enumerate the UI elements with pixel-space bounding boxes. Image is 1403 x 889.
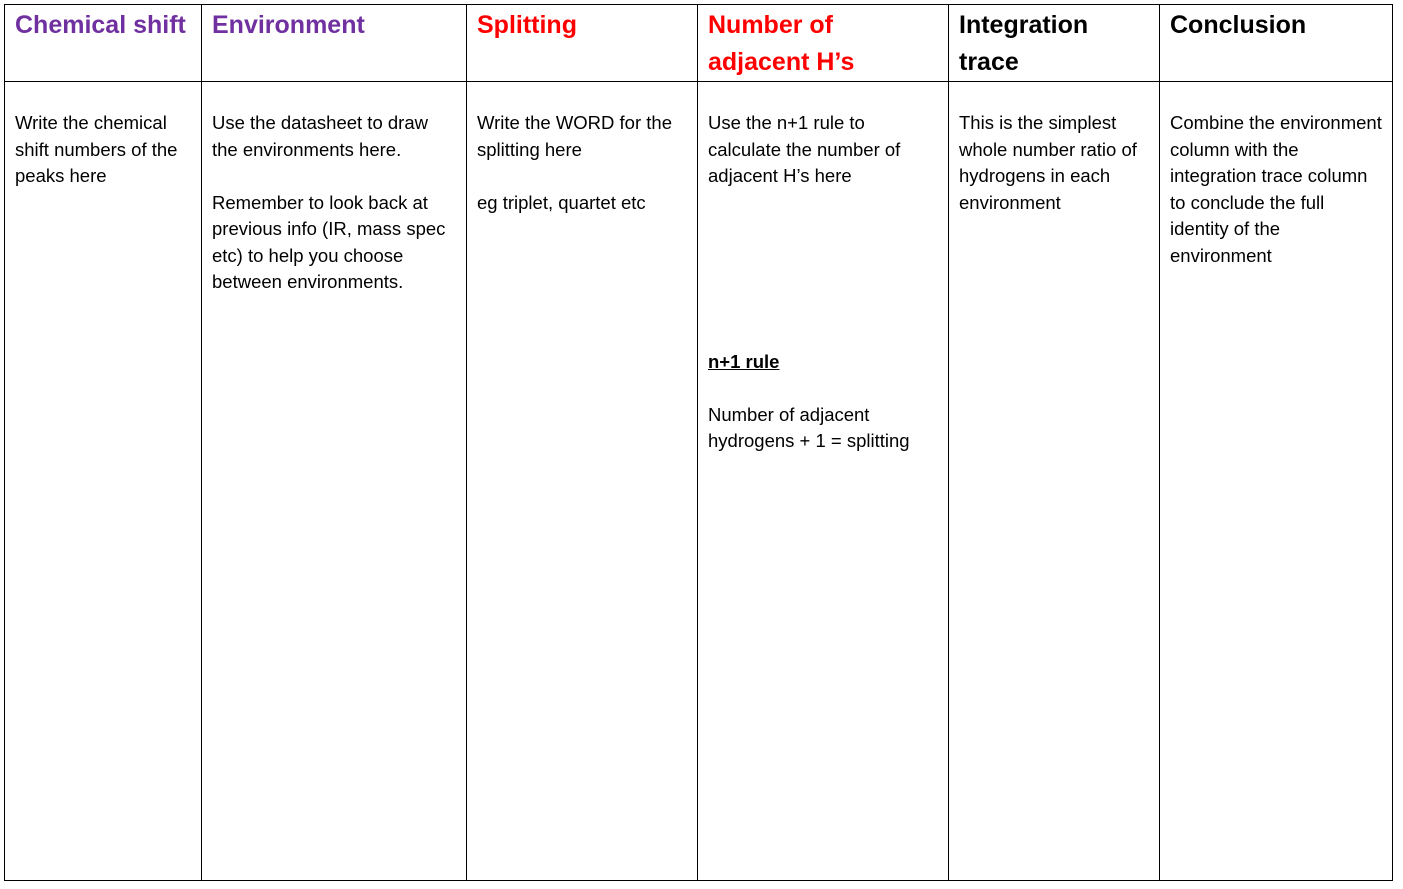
conclusion-instruction: Combine the environment column with the integration trace column to conclude the full identity of the environment: [1170, 112, 1382, 266]
cell-chemical-shift[interactable]: [5, 82, 202, 881]
header-environment: Environment: [202, 5, 467, 82]
header-adjacent-hydrogens: Number of adjacent H’s: [698, 5, 949, 82]
header-conclusion: Conclusion: [1160, 5, 1393, 82]
cell-integration-trace[interactable]: [949, 82, 1160, 881]
header-splitting: Splitting: [467, 5, 698, 82]
nmr-analysis-table: [4, 4, 1393, 881]
splitting-example: eg triplet, quartet etc: [477, 191, 646, 213]
splitting-instruction: Write the WORD for the splitting here: [477, 112, 672, 160]
cell-conclusion[interactable]: [1160, 82, 1393, 881]
header-chemical-shift: Chemical shift: [5, 5, 202, 82]
environment-instruction: Use the datasheet to draw the environments here.: [212, 112, 428, 160]
adjacent-instruction: Use the n+1 rule to calculate the number of adjacent H’s here: [708, 112, 901, 186]
header-row: [5, 5, 1393, 82]
header-integration-trace: Integration trace: [949, 5, 1160, 82]
rule-text: Number of adjacent hydrogens + 1 = splitting: [708, 403, 910, 451]
rule-title: n+1 rule: [708, 350, 780, 372]
environment-reminder: Remember to look back at previous info (IR, mass spec etc) to help you choose between environments.: [212, 191, 446, 292]
cell-splitting[interactable]: [467, 82, 698, 881]
integration-instruction: This is the simplest whole number ratio of hydrogens in each environment: [959, 112, 1137, 213]
cell-environment[interactable]: [202, 82, 467, 881]
cell-adjacent-hydrogens[interactable]: [698, 82, 949, 881]
chemical-shift-instruction: Write the chemical shift numbers of the peaks here: [15, 112, 178, 186]
body-row: [5, 82, 1393, 881]
